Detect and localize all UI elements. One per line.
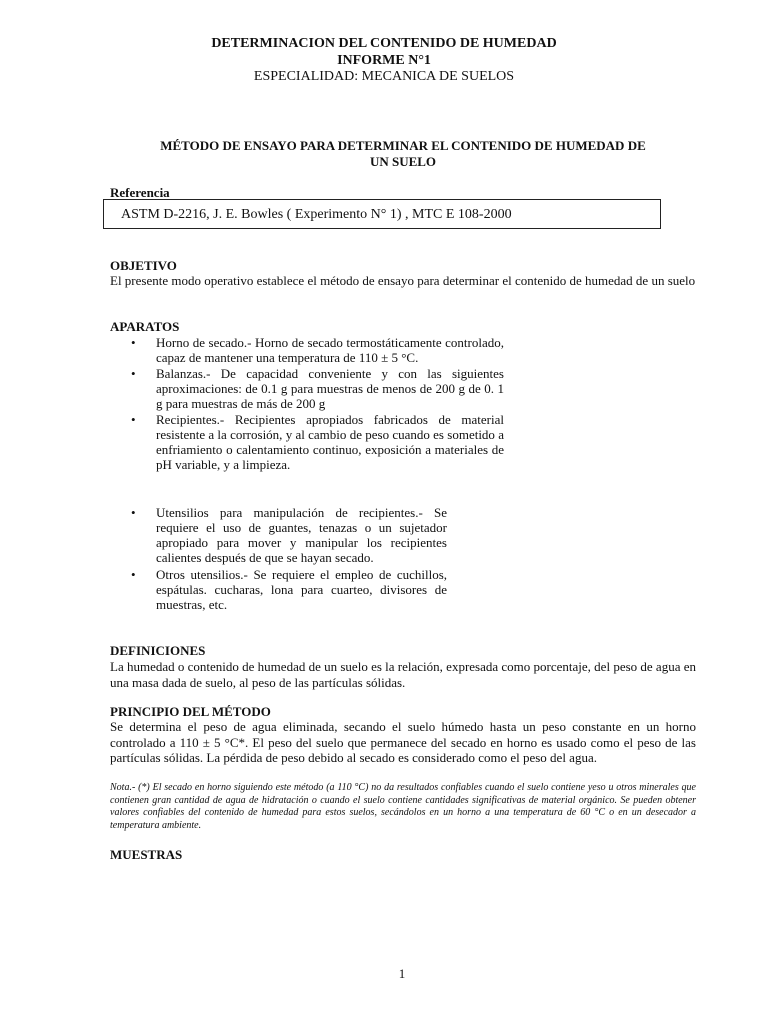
nota-text: Nota.- (*) El secado en horno siguiendo este método (a 110 °C) no da resultados confiables cuando el suelo contiene yeso u otros minerales que contienen gran cantidad de agua de hidratación o cuando el suelo contiene cantidades significativas de material orgánico. Se pueden obtener valores confiables del contenido de humedad para estos suelos, secándolos en un horno a una temperatura de 60 °C o en un desecador a temperatura ambiente. [110,782,696,831]
aparatos-list-b [131,505,447,612]
referencia-text: ASTM D-2216, J. E. Bowles ( Experimento N° 1) , MTC E 108-2000 [121,207,512,222]
aparato-balanzas: Balanzas.- De capacidad conveniente y con las siguientes aproximaciones: de 0.1 g para muestras de menos de 200 g de 0. 1 g para muestras de más de 200 g [156,366,504,411]
informe-number: INFORME N°1 [337,53,431,68]
list-item: • Otros utensilios.- Se requiere el empleo de cuchillos, espátulas. cucharas, lona para cuarteo, divisores de muestras, etc. [131,567,447,612]
aparatos-heading: APARATOS [110,319,180,334]
definiciones-text: La humedad o contenido de humedad de un suelo es la relación, expresada como porcentaje, del peso de agua en una masa dada de suelo, al peso de las partículas sólidas. [110,659,696,690]
list-item: • Balanzas.- De capacidad conveniente y con las siguientes aproximaciones: de 0.1 g para muestras de menos de 200 g de 0. 1 g para muestras de más de 200 g [131,366,504,411]
principio-text: Se determina el peso de agua eliminada, secando el suelo húmedo hasta un peso constante en un horno controlado a 110 ± 5 °C*. El peso del suelo que permanece del secado en horno es usado como el peso de las partículas sólidas. La pérdida de peso debido al secado es considerado como el peso del agua. [110,719,696,765]
referencia-box [103,199,661,229]
aparato-recipientes: Recipientes.- Recipientes apropiados fabricados de material resistente a la corrosión, y al cambio de peso cuando es sometido a enfriamiento o calentamiento continuo, exposición a materiales de pH variable, y a limpieza. [156,412,504,472]
aparato-utensilios-manipulacion: Utensilios para manipulación de recipientes.- Se requiere el uso de guantes, tenazas o un sujetador apropiado para mover y manipular los recipientes calientes después de que se hayan secado. [156,505,447,565]
especialidad: ESPECIALIDAD: MECANICA DE SUELOS [253,69,515,84]
definiciones-heading: DEFINICIONES [110,643,206,658]
list-item: • Recipientes.- Recipientes apropiados fabricados de material resistente a la corrosión, y al cambio de peso cuando es sometido a enfriamiento o calentamiento continuo, exposición a materiales de pH variable, y a limpieza. [131,412,504,472]
aparatos-list-a [131,335,504,472]
aparato-horno: Horno de secado.- Horno de secado termostáticamente controlado, capaz de mantener una temperatura de 110 ± 5 °C. [156,335,504,365]
list-item: • Horno de secado.- Horno de secado termostáticamente controlado, capaz de mantener una temperatura de 110 ± 5 °C. [131,335,504,365]
objetivo-heading: OBJETIVO [110,258,177,273]
document-title: DETERMINACION DEL CONTENIDO DE HUMEDAD [211,36,557,51]
aparato-otros-utensilios: Otros utensilios.- Se requiere el empleo de cuchillos, espátulas. cucharas, lona para cuarteo, divisores de muestras, etc. [156,567,447,612]
page-number: 1 [398,966,406,981]
principio-heading: PRINCIPIO DEL MÉTODO [110,704,271,719]
referencia-label: Referencia [110,185,170,200]
objetivo-text: El presente modo operativo establece el método de ensayo para determinar el contenido de humedad de un suelo [110,273,696,288]
muestras-heading: MUESTRAS [110,847,183,862]
method-title-line2: UN SUELO [369,154,437,169]
method-title-line1: MÉTODO DE ENSAYO PARA DETERMINAR EL CONTENIDO DE HUMEDAD DE [160,138,646,153]
list-item: • Utensilios para manipulación de recipientes.- Se requiere el uso de guantes, tenazas o un sujetador apropiado para mover y manipular los recipientes calientes después de que se hayan secado. [131,505,447,565]
